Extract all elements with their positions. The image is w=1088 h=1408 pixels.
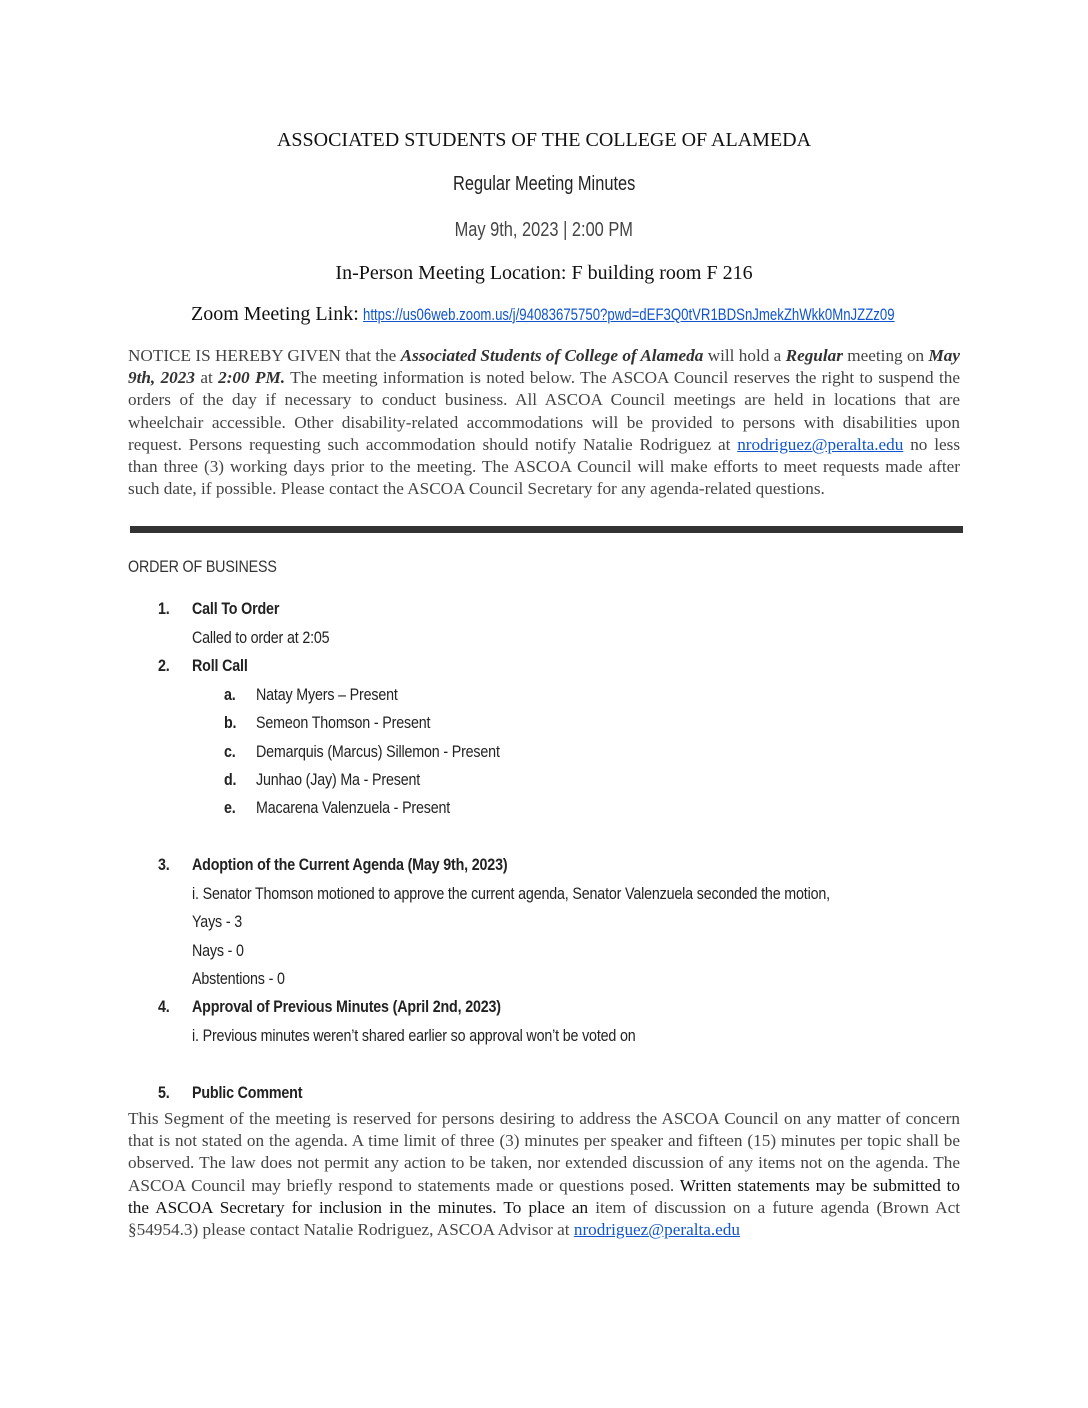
datetime-wrap <box>0 219 1088 242</box>
roll-letter: e. <box>224 798 236 817</box>
roll-entry: Macarena Valenzuela - Present <box>256 798 451 817</box>
section-divider <box>130 526 963 533</box>
public-comment-text-1: This Segment of the meeting is reserved for persons desiring to address the ASCOA Council on any matter of concern that is not stated on the agenda. A time limit of three (3) minutes per speaker and fifteen (15) minutes per topic shall be observed. The law does not permit any action to be taken, nor extended discussion of any items not on the agenda. The ASCOA Council may briefly respond to statements made or questions posed. <box>128 1109 960 1195</box>
item-3-number: 3. <box>158 855 170 874</box>
item-3-motion: i. Senator Thomson motioned to approve the current agenda, Senator Valenzuela seconded the motion, <box>192 884 830 903</box>
notice-org: Associated Students of College of Alameda <box>400 346 704 365</box>
item-4-title: Approval of Previous Minutes (April 2nd, 2023) <box>192 997 501 1016</box>
item-3-yays: Yays - 3 <box>192 912 242 931</box>
roll-entry: Demarquis (Marcus) Sillemon - Present <box>256 742 500 761</box>
zoom-line <box>191 303 1027 326</box>
meeting-subtitle: Regular Meeting Minutes <box>452 173 636 195</box>
item-3-nays: Nays - 0 <box>192 941 244 960</box>
zoom-label: Zoom Meeting Link: <box>191 303 359 325</box>
roll-letter: a. <box>224 685 236 704</box>
roll-letter: c. <box>224 742 236 761</box>
roll-entry: Junhao (Jay) Ma - Present <box>256 770 421 789</box>
public-comment-text-2: Written statements may be submitted to the ASCOA Secretary for inclusion in the minutes. To place an <box>128 1175 960 1217</box>
notice-text-1: NOTICE IS HEREBY GIVEN that the <box>128 346 401 365</box>
roll-entry: Semeon Thomson - Present <box>256 713 431 732</box>
zoom-link[interactable]: https://us06web.zoom.us/j/94083675750?pwd=dEF3Q0tVR1BDSnJmekZhWkk0MnJZZz09 <box>362 306 895 324</box>
roll-entry: Natay Myers – Present <box>256 685 398 704</box>
notice-time: 2:00 PM. <box>218 368 286 388</box>
item-5-title: Public Comment <box>192 1083 303 1102</box>
item-1-number: 1. <box>158 599 170 618</box>
public-comment-email-link[interactable]: nrodriguez@peralta.edu <box>573 1220 740 1240</box>
notice-regular: Regular <box>785 346 843 365</box>
notice-text-4: at <box>194 368 219 388</box>
notice-email-link[interactable]: nrodriguez@peralta.edu <box>737 434 904 454</box>
roll-letter: b. <box>224 713 237 732</box>
notice-text-5: The meeting information is noted below. The ASCOA Council reserves the right to suspend the orders of the day if necessary to conduct business. All ASCOA Council meetings are held in locations that are wheelchair accessible. Other disability-related accommodations will be provided to persons with disabilities upon request. Persons requesting such accommodation should notify Natalie Rodriguez at <box>128 368 960 454</box>
item-2-number: 2. <box>158 656 170 675</box>
notice-text-6: no less than three (3) working days prior to the meeting. The ASCOA Council will make efforts to meet requests made after such date, if possible. Please contact the ASCOA Council Secretary for any agenda-related questions. <box>128 434 961 499</box>
notice-text-3: meeting on <box>842 346 929 365</box>
notice-paragraph <box>128 345 960 500</box>
item-1-title: Call To Order <box>192 599 280 618</box>
item-2-title: Roll Call <box>192 656 248 675</box>
public-comment-text-3: item of discussion on a future agenda (Brown Act §54954.3) please contact Natalie Rodriguez, ASCOA Advisor at <box>128 1197 960 1240</box>
item-3-title: Adoption of the Current Agenda (May 9th, 2023) <box>192 855 508 874</box>
public-comment-paragraph <box>128 1108 960 1241</box>
item-5-number: 5. <box>158 1083 170 1102</box>
notice-text-2: will hold a <box>703 346 786 365</box>
notice-date: May 9th, 2023 <box>128 346 961 388</box>
org-title: ASSOCIATED STUDENTS OF THE COLLEGE OF ALAMEDA <box>276 129 812 151</box>
subtitle-wrap <box>0 173 1088 196</box>
item-4-number: 4. <box>158 997 170 1016</box>
meeting-datetime: May 9th, 2023 | 2:00 PM <box>454 219 634 241</box>
roll-letter: d. <box>224 770 237 789</box>
meeting-location: In-Person Meeting Location: F building room F 216 <box>335 262 753 284</box>
item-4-detail: i. Previous minutes weren’t shared earlier so approval won’t be voted on <box>192 1026 636 1045</box>
item-1-detail: Called to order at 2:05 <box>192 628 330 647</box>
order-of-business-heading: ORDER OF BUSINESS <box>128 557 277 576</box>
item-3-abstentions: Abstentions - 0 <box>192 969 285 988</box>
